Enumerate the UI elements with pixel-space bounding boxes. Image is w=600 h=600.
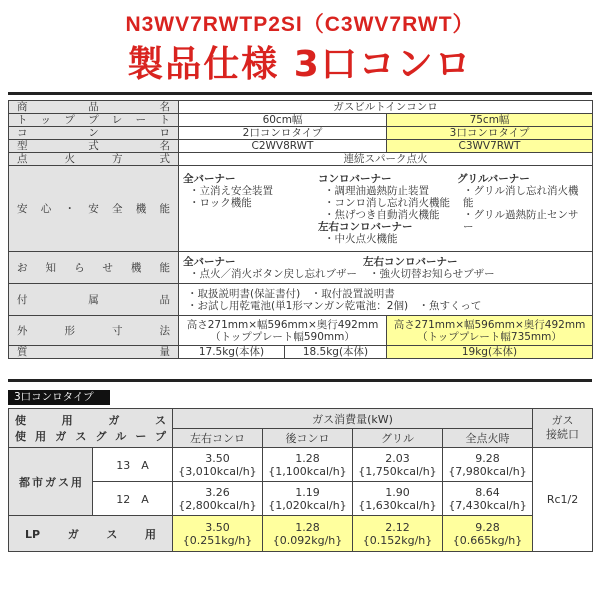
- label-stove: コンロ: [9, 127, 179, 140]
- dimensions-plate: （トッププレート幅735mm）: [417, 330, 562, 343]
- value-accessories: [179, 284, 593, 316]
- value-product-name: ガスビルトインコンロ: [179, 101, 593, 114]
- notify-all-item: ・点火／消火ボタン戻し忘れブザー: [189, 267, 357, 280]
- safety-all-title: 全バーナー: [183, 172, 236, 185]
- col-all: 全点火時: [443, 429, 533, 448]
- dimensions-size: 高さ271mm×幅596mm×奥行492mm: [186, 318, 379, 331]
- safety-stove-title: コンロバーナー: [318, 172, 392, 185]
- safety-stove-item: ・焦げつき自動消火機能: [324, 208, 440, 221]
- row-mass: [9, 346, 593, 359]
- kcal-value: {1,100kcal/h}: [268, 464, 347, 478]
- kcal-value: {1,630kcal/h}: [358, 498, 437, 512]
- section-badge: 3口コンロタイプ: [8, 390, 110, 405]
- safety-grill-burner: [457, 173, 588, 245]
- cell-12a-left-right: [173, 482, 263, 516]
- col-grill: グリル: [353, 429, 443, 448]
- cell-lp-all: [443, 516, 533, 552]
- cell-lp-left-right: [173, 516, 263, 552]
- bottom-rule: [8, 379, 592, 382]
- safety-stove-burner: [318, 173, 457, 245]
- row-ignition: [9, 153, 593, 166]
- top-rule: [8, 92, 592, 95]
- safety-stove-item: ・調理油過熱防止装置: [324, 184, 429, 197]
- gas-header-row: [9, 409, 593, 429]
- col-left-right: 左右コンロ: [173, 429, 263, 448]
- kgh-value: {0.152kg/h}: [362, 533, 433, 547]
- cell-12a-all: [443, 482, 533, 516]
- kw-value: 3.50: [205, 451, 230, 465]
- kcal-value: {7,430kcal/h}: [448, 498, 527, 512]
- dimensions-size: 高さ271mm×幅596mm×奥行492mm: [393, 318, 586, 331]
- safety-grill-title: グリルバーナー: [456, 172, 530, 185]
- kgh-value: {0.092kg/h}: [272, 533, 343, 547]
- cell-13a-all: [443, 448, 533, 482]
- value-top-plate-75: 75cm幅: [387, 114, 593, 127]
- safety-all-burner: [183, 173, 318, 245]
- label-dimensions: 外形寸法: [9, 316, 179, 346]
- notify-lr-burner: [363, 256, 495, 280]
- cell-12a-grill: [353, 482, 443, 516]
- safety-all-item: ・ロック機能: [189, 196, 252, 209]
- safety-all-item: ・立消え安全装置: [189, 184, 273, 197]
- page-title: 製品仕様 3口コンロ: [127, 44, 473, 85]
- kw-value: 3.26: [205, 485, 230, 499]
- kcal-value: {1,750kcal/h}: [358, 464, 437, 478]
- notify-lr-item: ・強火切替お知らせブザー: [369, 267, 495, 280]
- gas-row-lp: [9, 516, 593, 552]
- value-stove-2: 2口コンロタイプ: [179, 127, 387, 140]
- value-safety: [179, 166, 593, 252]
- row-product-name: [9, 101, 593, 114]
- label-lp-gas: LPガス用: [9, 516, 173, 552]
- kw-value: 1.28: [295, 520, 320, 534]
- kw-value: 3.50: [205, 520, 230, 534]
- cell-lp-rear: [263, 516, 353, 552]
- gas-table: [8, 408, 593, 552]
- value-top-plate-60: 60cm幅: [179, 114, 387, 127]
- cell-lp-grill: [353, 516, 443, 552]
- kgh-value: {0.251kg/h}: [182, 533, 253, 547]
- label-ignition: 点火方式: [9, 153, 179, 166]
- label-safety: 安心・安全機能: [9, 166, 179, 252]
- kw-value: 2.03: [385, 451, 410, 465]
- kcal-value: {1,020kcal/h}: [268, 498, 347, 512]
- kgh-value: {0.665kg/h}: [452, 533, 523, 547]
- label-model: 型式名: [9, 140, 179, 153]
- cell-13a-rear: [263, 448, 353, 482]
- safety-grill-item: ・グリル過熱防止センサー: [462, 208, 579, 233]
- label-13a: 13 A: [93, 448, 173, 482]
- safety-lr-item: ・中火点火機能: [324, 232, 398, 245]
- row-notify: [9, 252, 593, 284]
- spec-table: [8, 100, 593, 359]
- gas-connection-header: ガス 接続口: [533, 409, 593, 448]
- cell-13a-left-right: [173, 448, 263, 482]
- label-top-plate: トッププレート: [9, 114, 179, 127]
- notify-lr-title: 左右コンロバーナー: [363, 255, 458, 268]
- label-mass: 質量: [9, 346, 179, 359]
- kw-value: 1.90: [385, 485, 410, 499]
- value-dimensions-75: [387, 316, 593, 346]
- row-safety: [9, 166, 593, 252]
- model-number: N3WV7RWTP2SI（C3WV7RWT）: [125, 13, 475, 36]
- kw-value: 2.12: [385, 520, 410, 534]
- cell-12a-rear: [263, 482, 353, 516]
- kcal-value: {7,980kcal/h}: [448, 464, 527, 478]
- dimensions-plate: （トッププレート幅590mm）: [210, 330, 355, 343]
- safety-grill-item: ・グリル消し忘れ消火機能: [462, 184, 579, 209]
- row-accessories: [9, 284, 593, 316]
- label-accessories: 付属品: [9, 284, 179, 316]
- value-dimensions-60: [179, 316, 387, 346]
- gas-head-group: 使用ガスグループ: [15, 430, 166, 443]
- kcal-value: {3,010kcal/h}: [178, 464, 257, 478]
- safety-lr-title: 左右コンロバーナー: [318, 220, 413, 233]
- cell-13a-grill: [353, 448, 443, 482]
- gas-consumption-header: ガス消費量(kW): [173, 409, 533, 429]
- value-connection: Rc1/2: [533, 448, 593, 552]
- value-mass-1: 17.5kg(本体): [179, 346, 285, 359]
- label-city-gas: 都市ガス用: [9, 448, 93, 516]
- gas-head-gas: 使用ガス: [15, 414, 166, 427]
- row-stove: [9, 127, 593, 140]
- notify-all-burner: [183, 256, 363, 280]
- value-stove-3: 3口コンロタイプ: [387, 127, 593, 140]
- label-product-name: 商品名: [9, 101, 179, 114]
- row-top-plate: [9, 114, 593, 127]
- gas-row-12a: [9, 482, 593, 516]
- kw-value: 1.19: [295, 485, 320, 499]
- kw-value: 8.64: [475, 485, 500, 499]
- gas-row-13a: [9, 448, 593, 482]
- value-mass-3: 19kg(本体): [387, 346, 593, 359]
- value-model-2: C2WV8RWT: [179, 140, 387, 153]
- accessories-line: ・取扱説明書(保証書付) ・取付設置説明書: [187, 287, 395, 300]
- label-notify: お知らせ機能: [9, 252, 179, 284]
- value-mass-2: 18.5kg(本体): [285, 346, 387, 359]
- label-12a: 12 A: [93, 482, 173, 516]
- kcal-value: {2,800kcal/h}: [178, 498, 257, 512]
- kw-value: 9.28: [475, 451, 500, 465]
- safety-stove-item: ・コンロ消し忘れ消火機能: [324, 196, 450, 209]
- gas-type-header: [9, 409, 173, 448]
- accessories-line: ・お試し用乾電池(単1形マンガン乾電池：2個) ・魚すくって: [187, 299, 482, 312]
- row-model: [9, 140, 593, 153]
- row-dimensions: [9, 316, 593, 346]
- value-ignition: 連続スパーク点火: [179, 153, 593, 166]
- col-rear: 後コンロ: [263, 429, 353, 448]
- notify-all-title: 全バーナー: [183, 255, 236, 268]
- kw-value: 9.28: [475, 520, 500, 534]
- value-notify: [179, 252, 593, 284]
- kw-value: 1.28: [295, 451, 320, 465]
- value-model-3: C3WV7RWT: [387, 140, 593, 153]
